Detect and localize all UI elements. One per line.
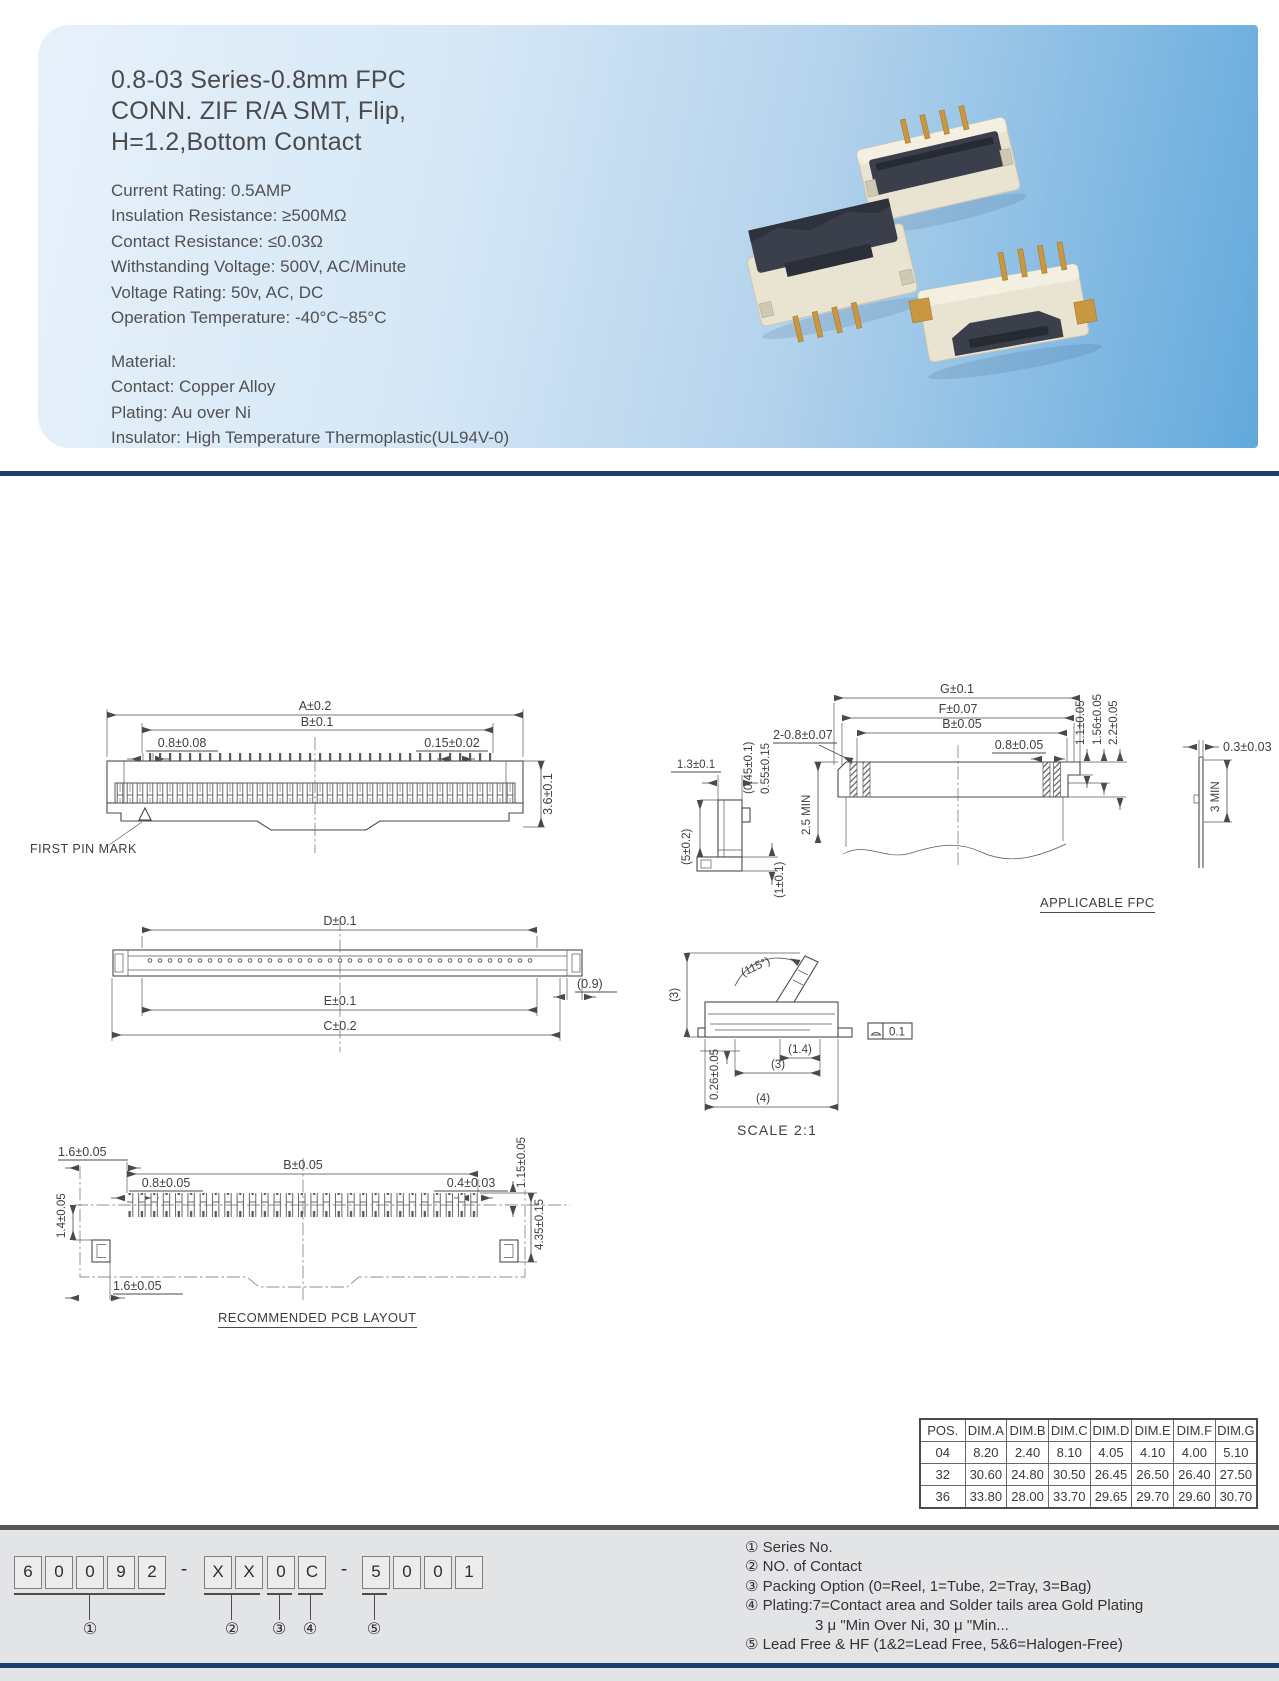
dim-pin-width: 0.15±0.02	[424, 736, 480, 750]
drawing-applicable-fpc	[715, 655, 1179, 925]
dim-f: F±0.07	[938, 702, 978, 716]
dim-pad-len: 1.15±0.05	[516, 1136, 528, 1188]
callout-leader	[279, 1595, 280, 1620]
dim-total: 4.35±0.15	[534, 1198, 546, 1250]
dim-width: 1.3±0.1	[676, 759, 716, 771]
dim-tab: (0.45±0.1)	[743, 741, 755, 794]
callout-leader	[310, 1595, 311, 1620]
part-number-box: X	[235, 1556, 263, 1589]
dim-edge-bottom: 1.6±0.05	[113, 1279, 162, 1293]
col-header: DIM.C	[1048, 1419, 1090, 1442]
cell: 30.50	[1048, 1464, 1090, 1486]
title-line: CONN. ZIF R/A SMT, Flip,	[111, 97, 407, 125]
drawing-top-view	[25, 695, 620, 865]
dim-foot: (1±0.1)	[774, 861, 786, 898]
dim-height: 3.6±0.1	[541, 773, 555, 815]
ordering-legend	[745, 1538, 1143, 1654]
cell: 24.80	[1007, 1464, 1049, 1486]
legend-item: ⑤ Lead Free & HF (1&2=Lead Free, 5&6=Halogen-Free)	[745, 1636, 1123, 1654]
material-line: Material:	[111, 352, 177, 371]
dim-angle: (115°)	[739, 955, 773, 980]
dim-standoff: 0.26±0.05	[709, 1048, 721, 1100]
dim-tab: 1.4±0.05	[56, 1193, 68, 1238]
fpc-body	[838, 745, 1080, 865]
part-number-box: 5	[362, 1556, 390, 1589]
drawing-fpc-edge	[1140, 690, 1279, 880]
dim-min: 2.5 MIN	[801, 794, 813, 835]
cell: 4.10	[1132, 1442, 1174, 1464]
callout-number: ①	[82, 1619, 98, 1638]
part-number-box: 0	[76, 1556, 104, 1589]
material-line: Plating: Au over Ni	[111, 402, 251, 422]
col-header: DIM.F	[1174, 1419, 1216, 1442]
dim-t2: 1.56±0.05	[1092, 693, 1104, 745]
title-line: H=1.2,Bottom Contact	[111, 128, 362, 156]
part-number-box: X	[204, 1556, 232, 1589]
col-header: POS.	[920, 1419, 965, 1442]
cell: 4.00	[1174, 1442, 1216, 1464]
dimension-table	[919, 1418, 1258, 1509]
flatness-value: 0.1	[889, 1026, 905, 1039]
drawing-pcb-layout	[25, 1130, 625, 1310]
fpc-edge-body	[1194, 757, 1203, 868]
spec-line: Contact Resistance: ≤0.03Ω	[111, 231, 323, 251]
electrical-specs	[111, 178, 671, 330]
material-line: Contact: Copper Alloy	[111, 377, 276, 397]
dim-height: (3)	[669, 987, 681, 1003]
callout-leader	[89, 1595, 90, 1620]
cell: 04	[920, 1442, 965, 1464]
dim-pad: 0.4±0.03	[446, 1176, 496, 1190]
cell: 30.60	[965, 1464, 1007, 1486]
cell: 29.70	[1132, 1486, 1174, 1509]
part-number-box: 0	[45, 1556, 73, 1589]
dim-edge-top: 1.6±0.05	[58, 1145, 107, 1159]
dim-stiffener: 2-0.8±0.07	[773, 728, 833, 742]
table-header-row	[920, 1419, 1257, 1442]
dim-b: B±0.1	[300, 715, 334, 729]
legend-item-continuation: 3 μ "Min Over Ni, 30 μ "Min...	[815, 1616, 1009, 1634]
callout-number: ④	[302, 1619, 318, 1638]
cell: 8.10	[1048, 1442, 1090, 1464]
dim-slot: (1.4)	[788, 1044, 812, 1056]
bottom-view-dimension-lines	[112, 930, 617, 1041]
cell: 29.65	[1090, 1486, 1132, 1509]
cell: 5.10	[1215, 1442, 1257, 1464]
legend-item: ② NO. of Contact	[745, 1558, 862, 1576]
dim-step: 0.55±0.15	[760, 742, 772, 794]
part-number-box: 0	[393, 1556, 421, 1589]
part-number-dash: -	[340, 1559, 348, 1580]
spec-line: Withstanding Voltage: 500V, AC/Minute	[111, 257, 407, 277]
part-number-box: C	[298, 1556, 326, 1589]
dim-depth: (3)	[770, 1059, 786, 1071]
table-row	[920, 1442, 1257, 1464]
spec-line: Insulation Resistance: ≥500MΩ	[111, 206, 347, 226]
drawing-bottom-view	[25, 900, 620, 1060]
col-header: DIM.D	[1090, 1419, 1132, 1442]
product-summary-panel	[38, 25, 1258, 448]
material-specs	[111, 349, 731, 451]
callout-leader	[374, 1595, 375, 1620]
footer-divider	[0, 1663, 1279, 1668]
title-line: 0.8-03 Series-0.8mm FPC	[111, 66, 406, 94]
cell: 27.50	[1215, 1464, 1257, 1486]
cell: 26.40	[1174, 1464, 1216, 1486]
scale-label: SCALE 2:1	[737, 1122, 818, 1138]
legend-item: ③ Packing Option (0=Reel, 1=Tube, 2=Tray, 3=Bag)	[745, 1577, 1092, 1595]
panel-top-bar	[0, 1525, 1279, 1530]
material-line: Insulator: High Temperature Thermoplastic(UL94V-0)	[111, 428, 510, 448]
cell: 26.50	[1132, 1464, 1174, 1486]
spec-line: Current Rating: 0.5AMP	[111, 181, 292, 200]
part-number-box: 2	[138, 1556, 166, 1589]
top-view-body	[107, 737, 523, 853]
col-header: DIM.E	[1132, 1419, 1174, 1442]
part-number-box: 6	[14, 1556, 42, 1589]
cell: 33.80	[965, 1486, 1007, 1509]
dim-d: D±0.1	[323, 914, 357, 928]
table-row	[920, 1486, 1257, 1509]
callout-number: ⑤	[366, 1619, 382, 1638]
cell: 4.05	[1090, 1442, 1132, 1464]
col-header: DIM.G	[1215, 1419, 1257, 1442]
dim-a: A±0.2	[298, 699, 332, 713]
dim-pitch: 0.8±0.05	[141, 1176, 191, 1190]
page-title	[111, 65, 671, 158]
cell: 8.20	[965, 1442, 1007, 1464]
spec-line: Operation Temperature: -40°C~85°C	[111, 308, 387, 328]
col-header: DIM.B	[1007, 1419, 1049, 1442]
cell: 29.60	[1174, 1486, 1216, 1509]
col-header: DIM.A	[965, 1419, 1007, 1442]
connector-photo-bottom	[898, 228, 1109, 394]
dim-e: E±0.1	[323, 994, 357, 1008]
cell: 28.00	[1007, 1486, 1049, 1509]
dim-t1: 1.1±0.05	[1075, 700, 1087, 745]
dim-end: (0.9)	[577, 977, 603, 991]
callout-number: ③	[271, 1619, 287, 1638]
dim-t3: 2.2±0.05	[1108, 700, 1120, 745]
part-number-box: 1	[455, 1556, 483, 1589]
cell: 32	[920, 1464, 965, 1486]
cell: 26.45	[1090, 1464, 1132, 1486]
part-number-box: 9	[107, 1556, 135, 1589]
pcb-layout-label: RECOMMENDED PCB LAYOUT	[218, 1310, 417, 1328]
dim-total: (4)	[755, 1093, 771, 1105]
dim-thickness: 0.3±0.03	[1223, 740, 1272, 754]
section-divider	[0, 471, 1279, 476]
table-row	[920, 1464, 1257, 1486]
part-number-box: 0	[267, 1556, 295, 1589]
callout-leader	[231, 1595, 232, 1620]
ordering-info-panel	[0, 1525, 1279, 1681]
dim-b: B±0.05	[942, 717, 982, 731]
side-view-body	[698, 956, 852, 1037]
dim-height: (5±0.2)	[681, 828, 693, 865]
part-number-dash: -	[180, 1559, 188, 1580]
applicable-fpc-label: APPLICABLE FPC	[1040, 895, 1155, 913]
dim-min: 3 MIN	[1210, 781, 1222, 812]
first-pin-mark-label: FIRST PIN MARK	[30, 842, 137, 856]
cell: 33.70	[1048, 1486, 1090, 1509]
spec-line: Voltage Rating: 50v, AC, DC	[111, 282, 324, 302]
dim-pitch: 0.8±0.08	[157, 736, 207, 750]
callout-number: ②	[224, 1619, 240, 1638]
dim-g: G±0.1	[940, 682, 974, 696]
part-number-box: 0	[424, 1556, 452, 1589]
dim-c: C±0.2	[323, 1019, 357, 1033]
legend-item: ④ Plating:7=Contact area and Solder tails area Gold Plating	[745, 1597, 1144, 1615]
dim-b: B±0.05	[283, 1158, 323, 1172]
cell: 36	[920, 1486, 965, 1509]
cell: 2.40	[1007, 1442, 1049, 1464]
legend-item: ① Series No.	[745, 1539, 833, 1556]
flatness-callout	[868, 1023, 912, 1039]
dim-pitch: 0.8±0.05	[994, 738, 1044, 752]
cell: 30.70	[1215, 1486, 1257, 1509]
